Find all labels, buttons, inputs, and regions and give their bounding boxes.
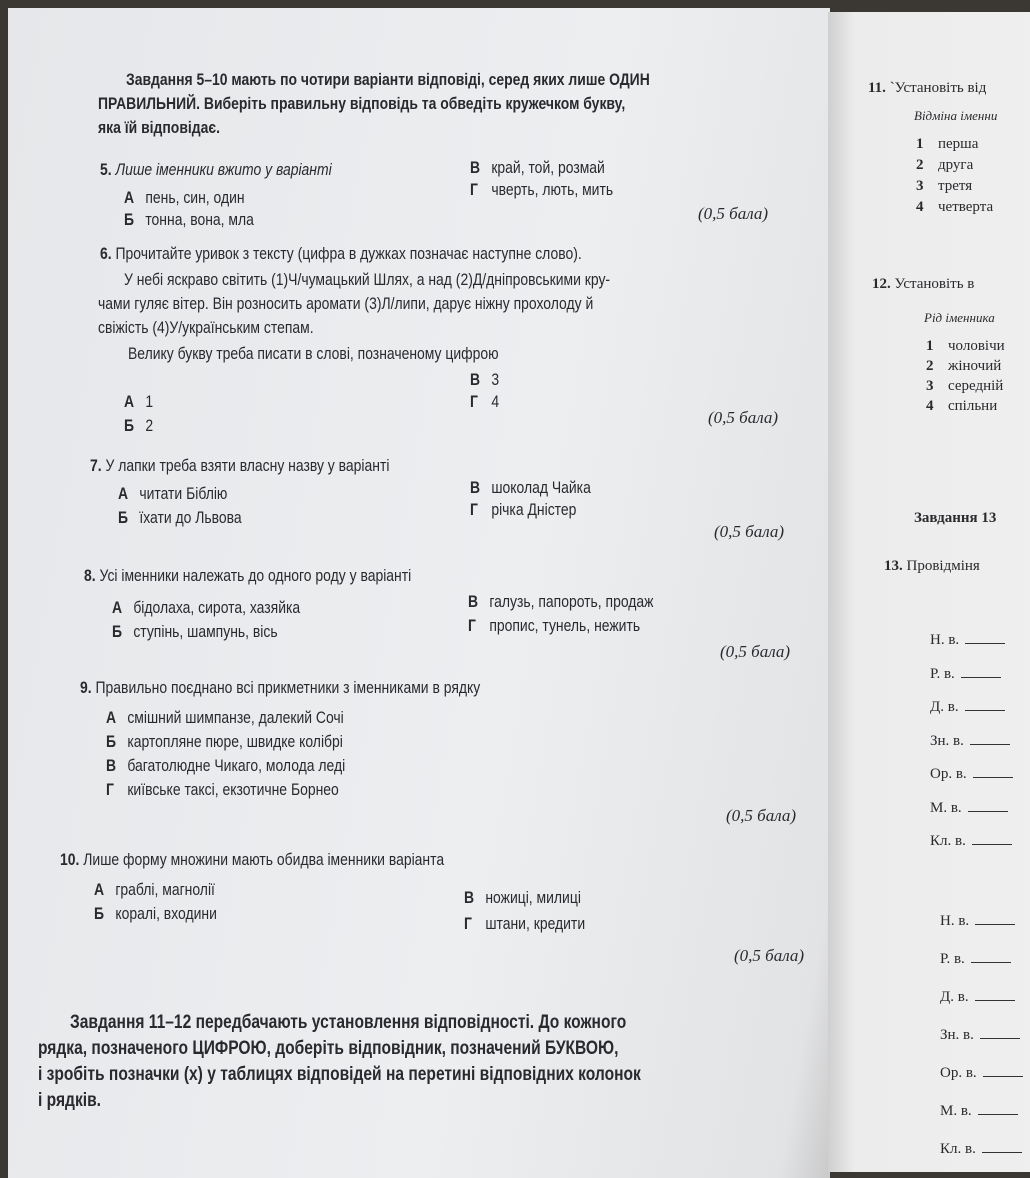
outro-line-4: і рядків. xyxy=(38,1090,101,1111)
q5-text: Лише іменники вжито у варіанті xyxy=(115,160,332,179)
q7-option-a[interactable]: А читати Біблію xyxy=(118,484,228,503)
q12-subtitle: Рід іменника xyxy=(924,310,995,325)
q6-option-v[interactable]: В 3 xyxy=(470,370,500,389)
case-field[interactable]: Ор. в. xyxy=(940,1054,1023,1092)
q6-number: 6. xyxy=(100,244,112,263)
case-list-2 xyxy=(940,902,1023,1168)
q12-text: Установіть в xyxy=(894,276,975,292)
q7-option-g[interactable]: Г річка Дністер xyxy=(470,500,577,519)
outro-line-3: і зробіть позначки (х) у таблицях відповідей на перетині відповідних колонок xyxy=(38,1064,641,1085)
case-field[interactable]: Р. в. xyxy=(940,940,1023,978)
q7-text: У лапки треба взяти власну назву у варіанті xyxy=(105,456,390,475)
case-field[interactable]: Д. в. xyxy=(930,691,1013,725)
q9-option-b[interactable]: Б картопляне пюре, швидке колібрі xyxy=(106,732,343,751)
q5-option-g[interactable]: Г чверть, лють, мить xyxy=(470,180,614,199)
q6-question: Велику букву треба писати в слові, позначеному цифрою xyxy=(128,344,499,363)
q12-item: 1 чоловічи xyxy=(926,338,1005,354)
q11-subtitle: Відміна іменни xyxy=(914,108,998,123)
q10-option-v[interactable]: В ножиці, милиці xyxy=(464,888,581,907)
q8-number: 8. xyxy=(84,566,96,585)
q7-option-v[interactable]: В шоколад Чайка xyxy=(470,478,591,497)
q10-text: Лише форму множини мають обидва іменники варіанта xyxy=(83,850,445,869)
case-field[interactable]: М. в. xyxy=(930,792,1013,826)
q8-option-v[interactable]: В галузь, папороть, продаж xyxy=(468,592,654,611)
case-field[interactable]: Р. в. xyxy=(930,658,1013,692)
q6-option-g[interactable]: Г 4 xyxy=(470,392,500,411)
q8-option-b[interactable]: Б ступінь, шампунь, вісь xyxy=(112,622,278,641)
q7-score: (0,5 бала) xyxy=(714,522,784,541)
left-page xyxy=(8,8,830,1178)
q6-passage-2: чами гуляє вітер. Він розносить аромати (3)Л/липи, дарує ніжну прохолоду й xyxy=(98,294,594,313)
case-list-1 xyxy=(930,624,1013,859)
case-field[interactable]: Кл. в. xyxy=(940,1130,1023,1168)
q6-score: (0,5 бала) xyxy=(708,408,778,427)
q9-option-g[interactable]: Г київське таксі, екзотичне Борнео xyxy=(106,780,339,799)
q5-number: 5. xyxy=(100,160,112,179)
q11-text: `Установіть від xyxy=(889,80,987,96)
q11-item: 1 перша xyxy=(916,136,979,152)
outro-line-2: рядка, позначеного ЦИФРОЮ, доберіть відповідник, позначений БУКВОЮ, xyxy=(38,1038,619,1059)
q12-item: 4 спільни xyxy=(926,398,998,414)
q8-option-g[interactable]: Г пропис, тунель, нежить xyxy=(468,616,641,635)
q6-option-b[interactable]: Б 2 xyxy=(124,416,154,435)
q6-passage-3: свіжість (4)У/українським степам. xyxy=(98,318,314,337)
heading-13: Завдання 13 xyxy=(914,510,997,526)
intro-line-3: яка їй відповідає. xyxy=(98,118,220,137)
q11-item: 2 друга xyxy=(916,157,974,173)
case-field[interactable]: Зн. в. xyxy=(930,725,1013,759)
q9-option-a[interactable]: А смішний шимпанзе, далекий Сочі xyxy=(106,708,344,727)
intro-line-2: ПРАВИЛЬНИЙ. Виберіть правильну відповідь та обведіть кружечком букву, xyxy=(98,94,626,113)
q12-number: 12. xyxy=(872,276,891,292)
q5-option-a[interactable]: А пень, син, один xyxy=(124,188,245,207)
q11-number: 11. xyxy=(868,80,886,96)
q9-score: (0,5 бала) xyxy=(726,806,796,825)
case-field[interactable]: Зн. в. xyxy=(940,1016,1023,1054)
intro-line-1: Завдання 5–10 мають по чотири варіанти відповіді, серед яких лише ОДИН xyxy=(126,70,650,89)
q9-option-v[interactable]: В багатолюдне Чикаго, молода леді xyxy=(106,756,346,775)
q13-number: 13. xyxy=(884,558,903,574)
q10-option-a[interactable]: А граблі, магнолії xyxy=(94,880,215,899)
case-field[interactable]: Д. в. xyxy=(940,978,1023,1016)
q6-passage-1: У небі яскраво світить (1)Ч/чумацький Шлях, а над (2)Д/дніпровськими кру- xyxy=(124,270,611,289)
q12-item: 2 жіночий xyxy=(926,358,1002,374)
q13-text: Провідміня xyxy=(906,558,980,574)
q10-number: 10. xyxy=(60,850,80,869)
q5-option-b[interactable]: Б тонна, вона, мла xyxy=(124,210,254,229)
right-page xyxy=(828,12,1030,1172)
q5-option-v[interactable]: В край, той, розмай xyxy=(470,158,605,177)
case-field[interactable]: Ор. в. xyxy=(930,758,1013,792)
q12-list xyxy=(926,336,1005,416)
q9-text: Правильно поєднано всі прикметники з іменниками в рядку xyxy=(95,678,481,697)
q11-item: 3 третя xyxy=(916,178,973,194)
case-field[interactable]: Н. в. xyxy=(940,902,1023,940)
q11-list xyxy=(916,134,993,218)
case-field[interactable]: Кл. в. xyxy=(930,825,1013,859)
q7-number: 7. xyxy=(90,456,102,475)
q6-option-a[interactable]: А 1 xyxy=(124,392,154,411)
case-field[interactable]: М. в. xyxy=(940,1092,1023,1130)
q8-text: Усі іменники належать до одного роду у варіанті xyxy=(99,566,412,585)
case-field[interactable]: Н. в. xyxy=(930,624,1013,658)
q9-number: 9. xyxy=(80,678,92,697)
q11-item: 4 четверта xyxy=(916,199,994,215)
outro-line-1: Завдання 11–12 передбачають установлення відповідності. До кожного xyxy=(70,1012,627,1033)
q6-text: Прочитайте уривок з тексту (цифра в дужках позначає наступне слово). xyxy=(115,244,582,263)
q10-option-g[interactable]: Г штани, кредити xyxy=(464,914,586,933)
q8-option-a[interactable]: А бідолаха, сирота, хазяйка xyxy=(112,598,301,617)
q10-option-b[interactable]: Б коралі, входини xyxy=(94,904,217,923)
q12-item: 3 середній xyxy=(926,378,1004,394)
q10-score: (0,5 бала) xyxy=(734,946,804,965)
q8-score: (0,5 бала) xyxy=(720,642,790,661)
q7-option-b[interactable]: Б їхати до Львова xyxy=(118,508,242,527)
q5-score: (0,5 бала) xyxy=(698,204,768,223)
